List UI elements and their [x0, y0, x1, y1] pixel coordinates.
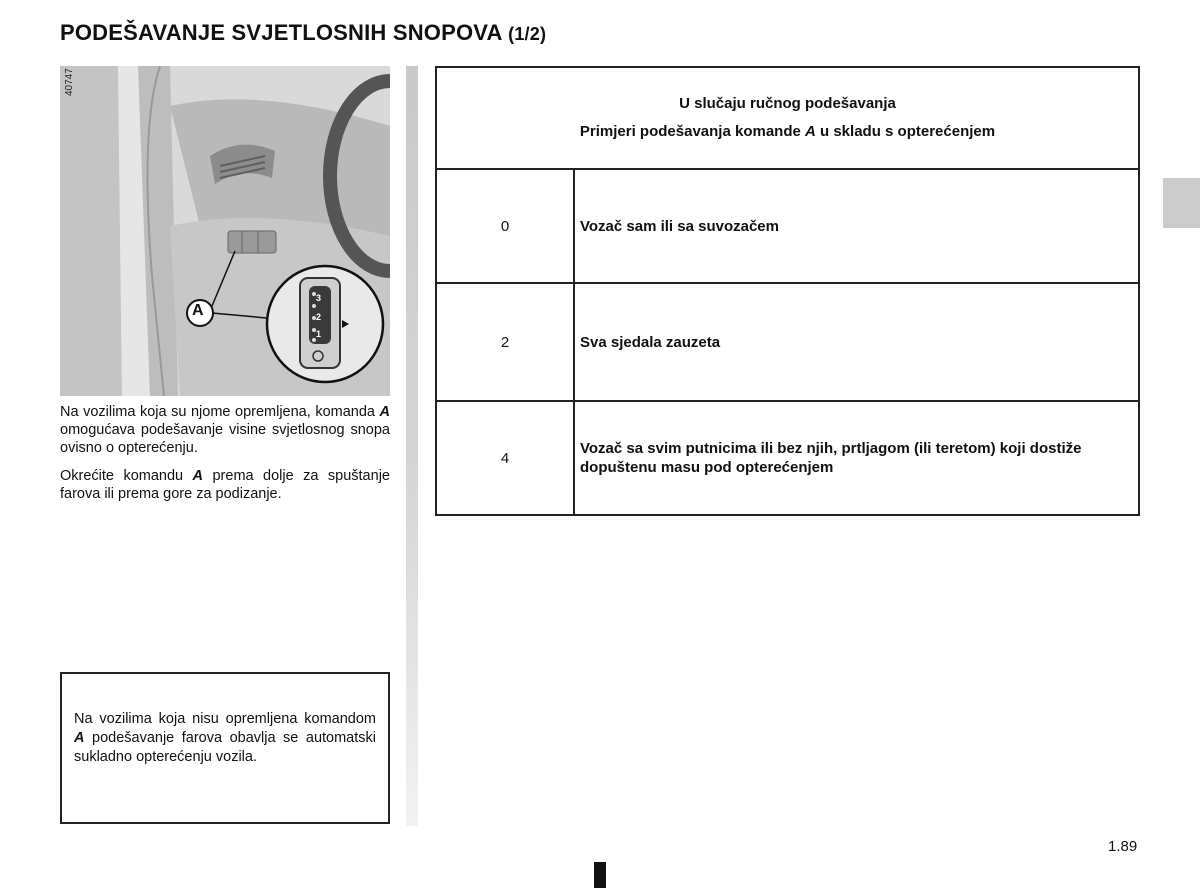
dashboard-illustration: [60, 66, 390, 396]
title-part: (1/2): [508, 24, 547, 44]
section-tab: [1163, 178, 1200, 228]
description-cell: Vozač sa svim putnicima ili bez njih, prtljagom (ili teretom) koji dostiže dopuštenu masu pod opterećenjem: [574, 401, 1139, 515]
table-row: [436, 283, 1139, 401]
page-number: 1.89: [1108, 838, 1138, 855]
title-main: PODEŠAVANJE SVJETLOSNIH SNOPOVA: [60, 20, 502, 45]
page-marker: [594, 862, 606, 888]
note-box: [60, 672, 390, 824]
table-header-row: [436, 67, 1139, 169]
position-cell: 0: [436, 169, 574, 283]
position-cell: 2: [436, 283, 574, 401]
table-header: [436, 67, 1139, 169]
table-row: [436, 169, 1139, 283]
dial-value-top: 3: [316, 293, 322, 303]
dial-value-low: 1: [316, 329, 322, 339]
instruction-paragraph-1: Na vozilima koja su njome opremljena, komanda A omogućava podešavanje visine svjetlosnog snopa ovisno o opterećenju.: [60, 404, 390, 456]
image-ref-code: 40747: [64, 68, 75, 96]
page-title: [60, 20, 546, 46]
load-settings-table: [435, 66, 1140, 516]
table-header-line-2: Primjeri podešavanja komande A u skladu s opterećenjem: [579, 123, 996, 140]
description-cell: Sva sjedala zauzeta: [574, 283, 1139, 401]
description-cell: Vozač sam ili sa suvozačem: [574, 169, 1139, 283]
table-row: [436, 401, 1139, 515]
dial-value-mid: 2: [316, 312, 322, 322]
note-text: Na vozilima koja nisu opremljena komandom A podešavanje farova obavlja se automatski sukladno opterećenju vozila.: [74, 711, 376, 765]
callout-label: A: [192, 302, 204, 319]
position-cell: 4: [436, 401, 574, 515]
column-divider: [406, 66, 418, 826]
table-header-line-1: U slučaju ručnog podešavanja: [679, 95, 896, 112]
instructions-text: [60, 403, 390, 513]
instruction-paragraph-2: Okrećite komandu A prema dolje za spuštanje farova ili prema gore za podizanje.: [60, 468, 390, 502]
